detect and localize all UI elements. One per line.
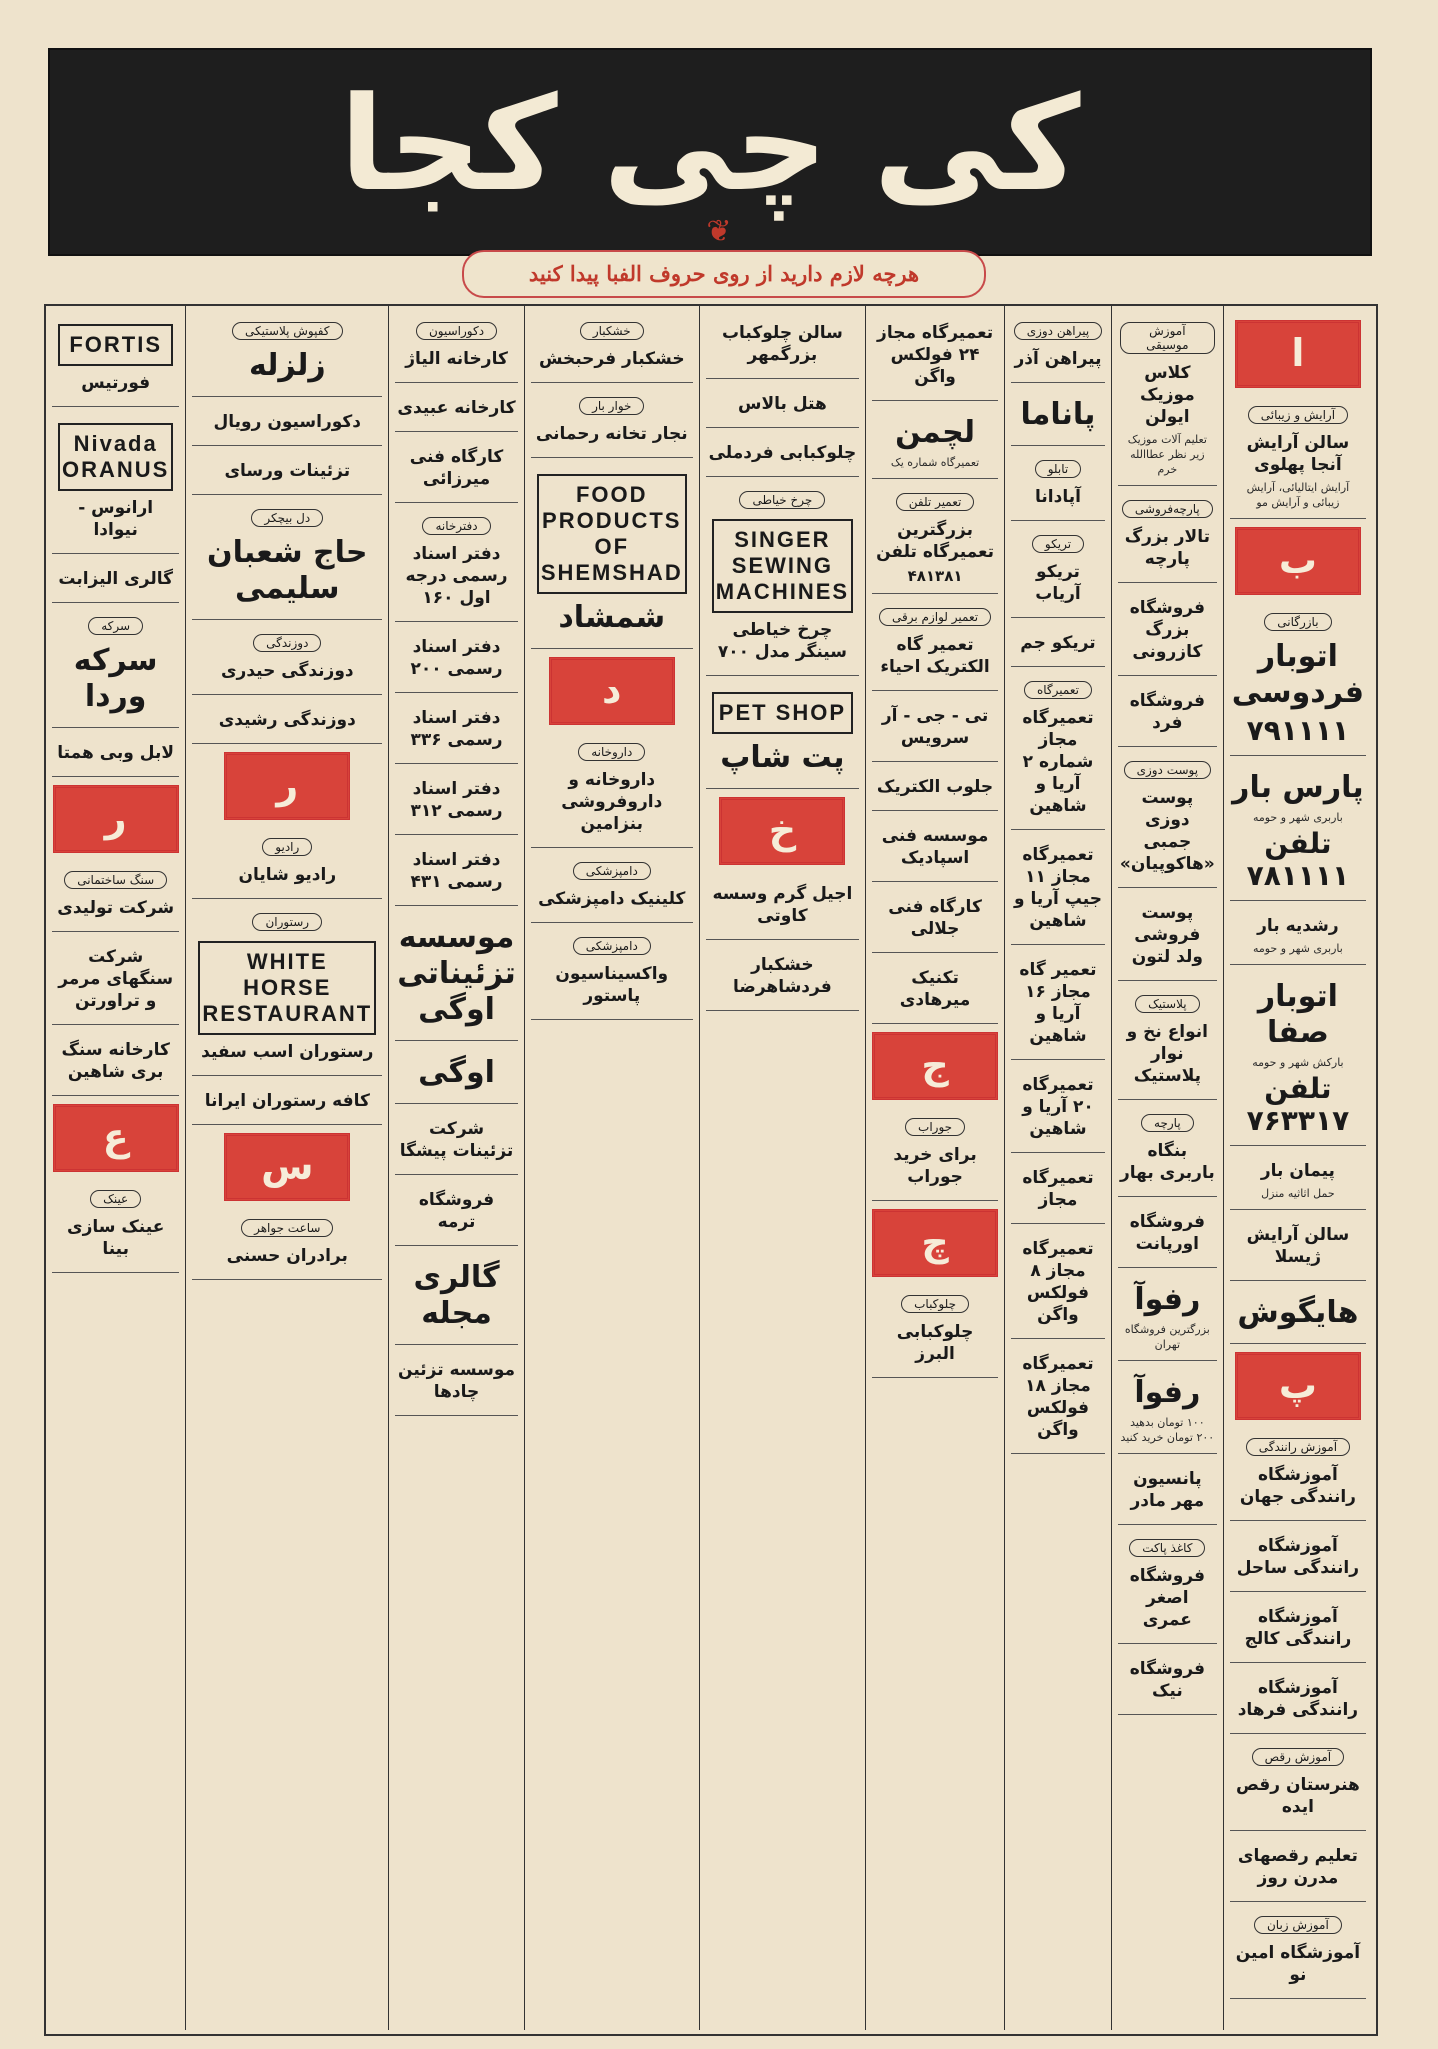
ad-title: سرکه وردا: [73, 643, 158, 714]
classified-ad: [395, 1108, 518, 1175]
ad-title: بنگاه باربری بهار: [1119, 1141, 1215, 1183]
classified-ad: [52, 312, 179, 407]
ad-title: آموزشگاه رانندگی ساحل: [1236, 1536, 1360, 1578]
ad-category-heading: تریکو: [1032, 535, 1084, 553]
alphabet-letter-tab: ب: [1235, 527, 1361, 595]
ad-title: انواع نخ و نوار پلاستیک: [1126, 1022, 1209, 1086]
ad-title: رادیو شایان: [238, 865, 337, 885]
ad-title: تعمیرگاه مجاز ۱۱ جیپ آریا و شاهین: [1013, 845, 1102, 931]
classified-ad: [395, 1349, 518, 1416]
classified-ad: [1118, 680, 1217, 747]
ad-category-heading: آموزش رقص: [1252, 1748, 1344, 1766]
ad-title: شرکت تولیدی: [57, 898, 175, 918]
classified-ad: [1118, 587, 1217, 676]
ad-title: اتوبار صفا: [1257, 979, 1338, 1050]
classified-ad: [52, 558, 179, 603]
ad-logo: [198, 941, 376, 1035]
ad-body-text: باربری شهر و حومه: [1252, 942, 1343, 955]
ad-title: دکوراسیون رویال: [213, 412, 362, 432]
ad-title: پت شاپ: [720, 740, 845, 775]
masthead-title: کی چی کجا: [339, 68, 1081, 220]
ad-title: چرخ خیاطی سینگر مدل ۷۰۰: [717, 620, 847, 662]
ad-column: [524, 306, 699, 2030]
ad-logo-text: WHITE HORSE RESTAURANT: [202, 949, 373, 1026]
classified-ad: [872, 886, 998, 953]
ad-category-heading: کفپوش پلاستیکی: [232, 322, 343, 340]
ad-title: تکنیک میرهادی: [899, 968, 971, 1010]
classified-ad: [395, 768, 518, 835]
ad-logo: [712, 519, 853, 613]
ad-category-heading: دکوراسیون: [416, 322, 497, 340]
classified-ad: [531, 462, 693, 649]
classified-ad: [1118, 1272, 1217, 1361]
alphabet-letter-tab: ج: [872, 1032, 998, 1100]
ad-title: کارخانه عبیدی: [397, 398, 516, 418]
ad-category-heading: دامپزشکی: [573, 862, 651, 880]
ad-category-heading: پارچه‌فروشی: [1122, 500, 1213, 518]
classified-ad: [706, 383, 859, 428]
ad-category-heading: دامپزشکی: [573, 937, 651, 955]
ad-body-text: بزرگترین فروشگاه تهران: [1124, 1323, 1210, 1351]
slogan-text: هرچه لازم دارید از روی حروف الفبا پیدا کنید: [528, 261, 920, 286]
classified-ad: [531, 927, 693, 1020]
ad-title: شمشاد: [558, 600, 666, 635]
ad-title: آموزشگاه امین نو: [1235, 1943, 1361, 1985]
classified-ad: [192, 828, 382, 899]
ad-title: داروخانه و داروفروشی بنزامین: [561, 770, 663, 834]
ad-title: دفتر اسناد رسمی ۳۳۶: [410, 708, 503, 750]
ad-title: نجار تخانه رحمانی: [535, 424, 688, 444]
ad-phone: ۷۹۱۱۱۱: [1246, 714, 1350, 747]
ad-category-heading: آرایش و زیبائی: [1248, 406, 1348, 424]
classified-ad: [1230, 1285, 1366, 1344]
ad-title: فروشگاه ترمه: [418, 1190, 495, 1232]
ad-logo: [712, 692, 853, 734]
ad-title: عینک سازی بینا: [67, 1217, 165, 1259]
ad-category-heading: خشکبار: [580, 322, 644, 340]
classified-ad: [52, 936, 179, 1025]
ad-title: لابل وبی همتا: [57, 743, 175, 763]
ad-title: گالری الیزابت: [58, 569, 173, 589]
ad-title: دفتر اسناد رسمی ۳۱۲: [410, 779, 503, 821]
classified-ad: [192, 624, 382, 695]
ad-column: [388, 306, 524, 2030]
ad-title: کافه رستوران ایرانا: [204, 1091, 370, 1111]
ad-phone: ۴۸۱۳۸۱: [907, 567, 963, 585]
ad-title: کلینیک دامپزشکی: [538, 889, 686, 909]
ad-title: فورتیس: [81, 373, 151, 393]
ad-category-heading: داروخانه: [578, 743, 645, 761]
alphabet-letter-tab: پ: [1235, 1352, 1361, 1420]
classified-ad: [1118, 1458, 1217, 1525]
ad-title: پوست دوزی جمبی «هاکوپیان»: [1119, 788, 1215, 874]
classified-ad: [52, 1029, 179, 1096]
classified-ad: [192, 903, 382, 1076]
ad-title: آموزشگاه رانندگی فرهاد: [1237, 1678, 1359, 1720]
classified-ad: [395, 436, 518, 503]
ad-category-heading: تعمیر تلفن: [896, 493, 975, 511]
ad-title: فروشگاه اورپانت: [1129, 1212, 1205, 1254]
ad-title: پیمان بار: [1260, 1161, 1335, 1181]
ad-column: [1111, 306, 1223, 2030]
classified-ad: [395, 387, 518, 432]
classified-ad: [395, 910, 518, 1041]
classified-ad: [1230, 1214, 1366, 1281]
ad-column: [1004, 306, 1111, 2030]
slogan-banner: [462, 250, 986, 298]
ad-body-text: آرایش ایتالیائی، آرایش زیبائی و آرایش مو: [1246, 481, 1350, 509]
classified-ad: [531, 852, 693, 923]
ad-body-text: تعمیرگاه شماره یک: [890, 456, 980, 469]
ad-title: تعمیرگاه مجاز ۱۸ فولکس واگن: [1022, 1354, 1094, 1440]
ad-title: دوزندگی رشیدی: [218, 710, 356, 730]
ad-category-heading: سنگ ساختمانی: [64, 871, 167, 889]
alphabet-letter-tab: ر: [224, 752, 350, 820]
ad-title: دوزندگی حیدری: [220, 661, 354, 681]
ad-category-heading: کاغذ پاکت: [1129, 1539, 1205, 1557]
ad-logo-text: PET SHOP: [718, 700, 847, 725]
classified-ad: [1011, 312, 1105, 383]
ad-title: آموزشگاه رانندگی کالج: [1244, 1607, 1352, 1649]
ad-title: کارگاه فنی میرزائی: [409, 447, 504, 489]
ad-title: سالن چلوکباب بزرگمهر: [721, 323, 843, 365]
classified-ad: [395, 1045, 518, 1104]
ad-title: کارخانه الیاژ: [405, 349, 508, 369]
classified-ad: [531, 312, 693, 383]
alphabet-letter-tab: خ: [719, 797, 845, 865]
ad-phone: تلفن ۷۶۳۳۱۷: [1246, 1072, 1350, 1137]
ad-category-heading: بازرگانی: [1264, 613, 1331, 631]
classified-ad: [395, 626, 518, 693]
classified-ad: [395, 1250, 518, 1345]
classified-ad: [1230, 969, 1366, 1146]
ad-logo: [58, 324, 173, 366]
classified-ad: [192, 401, 382, 446]
classified-ad: [52, 411, 179, 554]
ad-title: دفتر اسناد رسمی درجه اول ۱۶۰: [405, 544, 508, 608]
classified-ad: [1011, 622, 1105, 667]
ad-title: سالن آرایش آنجا پهلوی: [1246, 433, 1350, 475]
ad-title: فروشگاه بزرگ کازرونی: [1129, 598, 1205, 662]
ad-title: تعمیرگاه مجاز ۲۴ فولکس واگن: [877, 323, 994, 387]
alphabet-letter-tab: چ: [872, 1209, 998, 1277]
classified-ad: [395, 839, 518, 906]
ad-title: واکسیناسیون پاستور: [555, 964, 669, 1006]
classified-ad: [872, 695, 998, 762]
ad-category-heading: پارچه: [1141, 1114, 1194, 1132]
classified-ad: [872, 598, 998, 691]
ad-title: فروشگاه نیک: [1129, 1659, 1205, 1701]
ad-column: [1223, 306, 1372, 2030]
classified-ad: [1230, 905, 1366, 965]
classified-ad: [1118, 1648, 1217, 1715]
ad-title: تی - جی - آر سرویس: [881, 706, 989, 748]
ad-title: شرکت تزئینات پیشگا: [399, 1119, 514, 1161]
ad-logo-text: FORTIS: [69, 332, 162, 357]
classified-ad: [706, 481, 859, 676]
classified-ad: [1230, 760, 1366, 901]
classified-ad: [1011, 1064, 1105, 1153]
alphabet-letter-tab: س: [224, 1133, 350, 1201]
classified-ad: [1118, 1104, 1217, 1197]
ad-title: تعلیم رقصهای مدرن روز: [1237, 1846, 1358, 1888]
ad-body-text: ۱۰۰ تومان بدهید ۲۰۰ تومان خرید کنید: [1120, 1416, 1215, 1444]
ad-title: تعمیر گاه مجاز ۱۶ آریا و شاهین: [1019, 960, 1097, 1046]
classified-ad: [531, 387, 693, 458]
classified-ad: [1011, 671, 1105, 830]
ad-title: خشکبار فردشاهرضا: [733, 955, 832, 997]
classified-ad: [192, 499, 382, 620]
ad-title: تعمیرگاه مجاز شماره ۲ آریا و شاهین: [1022, 708, 1094, 816]
ad-category-heading: پیراهن دوزی: [1014, 322, 1103, 340]
ad-category-heading: دل بیچکر: [251, 509, 323, 527]
classified-ad: [395, 312, 518, 383]
ad-title: چلوکبابی البرز: [896, 1322, 974, 1364]
classified-ad: [1230, 1150, 1366, 1210]
classified-ad: [1118, 1201, 1217, 1268]
ad-body-text: باربری شهر و حومه: [1252, 811, 1343, 824]
classified-ad: [52, 732, 179, 777]
classified-ad: [872, 815, 998, 882]
classified-ad: [706, 680, 859, 789]
ad-column: [699, 306, 865, 2030]
classified-ad: [1118, 312, 1217, 486]
ad-title: فروشگاه فرد: [1129, 691, 1205, 733]
ad-title: تزئینات ورسای: [224, 461, 351, 481]
ornament-icon: ❦: [706, 214, 732, 249]
ad-title: زلزله: [248, 348, 326, 383]
classified-ad: [1118, 1365, 1217, 1454]
classified-ad: [52, 1180, 179, 1273]
ad-title: تریکو آریاب: [1035, 562, 1081, 604]
ad-title: دفتر اسناد رسمی ۲۰۰: [410, 637, 503, 679]
ad-title: گالری مجله: [413, 1260, 500, 1331]
classified-ad: [706, 873, 859, 940]
ad-category-heading: جوراب: [905, 1118, 965, 1136]
ad-title: هتل بالاس: [738, 394, 827, 414]
classified-ad: [1118, 751, 1217, 888]
ad-title: حاج شعبان سلیمی: [207, 535, 368, 606]
ad-column: [865, 306, 1004, 2030]
classified-ad: [1230, 603, 1366, 756]
ad-category-heading: عینک: [90, 1190, 141, 1208]
ad-title: کارخانه سنگ بری شاهین: [61, 1040, 170, 1082]
ad-title: آموزشگاه رانندگی جهان: [1239, 1465, 1356, 1507]
classified-ad: [872, 312, 998, 401]
ad-category-heading: رادیو: [262, 838, 312, 856]
classified-ad: [192, 1080, 382, 1125]
classified-ad: [52, 861, 179, 932]
classified-ad: [706, 944, 859, 1011]
classified-ad: [192, 450, 382, 495]
alphabet-letter-tab: ا: [1235, 320, 1361, 388]
ad-title: تعمیر گاه الکتریک احیاء: [880, 635, 990, 677]
ad-title: موسسه تزئیناتی اوگی: [397, 920, 516, 1027]
ad-phone: تلفن ۷۸۱۱۱۱: [1246, 827, 1350, 892]
ad-title: برای خرید جوراب: [893, 1145, 977, 1187]
ad-title: پاناما: [1020, 397, 1096, 432]
ad-body-text: تعلیم آلات موزیک زیر نظر عطاالله خرم: [1127, 433, 1207, 476]
ad-category-heading: چرخ خیاطی: [739, 491, 825, 509]
ad-title: سالن آرایش ژیسلا: [1246, 1225, 1350, 1267]
ad-logo: [537, 474, 687, 594]
ad-title: چلوکبابی فردملی: [708, 443, 857, 463]
classified-ad: [872, 766, 998, 811]
ad-category-heading: تعمیر لوازم برقی: [879, 608, 991, 626]
ad-category-heading: دوزندگی: [253, 634, 321, 652]
alphabet-letter-tab: د: [549, 657, 675, 725]
ad-category-heading: ساعت جواهر: [241, 1219, 333, 1237]
ad-title: پارس بار: [1232, 770, 1364, 805]
classified-ad: [1230, 1835, 1366, 1902]
classified-ad: [192, 1209, 382, 1280]
classified-ad: [192, 699, 382, 744]
ad-title: پیراهن آذر: [1014, 349, 1102, 369]
ad-title: تریکو جم: [1020, 633, 1096, 653]
classified-ad: [1011, 1343, 1105, 1454]
ad-title: هنرستان رقص ایده: [1235, 1775, 1360, 1817]
alphabet-letter-tab: ر: [53, 785, 179, 853]
classified-ad: [531, 733, 693, 848]
ad-title: تعمیرگاه مجاز: [1022, 1168, 1094, 1210]
ad-title: شرکت سنگهای مرمر و تراورتن: [58, 947, 174, 1011]
ad-title: تالار بزرگ پارچه: [1124, 527, 1210, 569]
ad-category-heading: تعمیرگاه: [1024, 681, 1092, 699]
classified-ad: [395, 507, 518, 622]
classified-ad: [1230, 1738, 1366, 1831]
ad-title: جلوب الکتریک: [876, 777, 994, 797]
classified-ad: [395, 697, 518, 764]
ad-logo-text: Nivada ORANUS: [62, 431, 170, 482]
ad-category-heading: پلاستیک: [1135, 995, 1200, 1013]
ad-column: [185, 306, 388, 2030]
classified-ad: [1230, 1596, 1366, 1663]
ad-title: برادران حسنی: [226, 1246, 348, 1266]
classified-ad: [1118, 892, 1217, 981]
ad-title: اوگی: [418, 1055, 495, 1090]
ad-title: اجیل گرم وسسه کاوتی: [712, 884, 853, 926]
ad-title: ارانوس - نیوادا: [78, 498, 154, 540]
classified-ad: [1011, 525, 1105, 618]
classified-ad: [1230, 1525, 1366, 1592]
ad-title: خشکبار فرحبخش: [538, 349, 685, 369]
ad-title: دفتر اسناد رسمی ۴۳۱: [410, 850, 503, 892]
ad-title: کلاس موزیک ایولن: [1139, 363, 1195, 427]
ad-category-heading: آموزش موسیقی: [1120, 322, 1215, 354]
ad-body-text: حمل اثاثیه منزل: [1261, 1187, 1335, 1200]
classified-ad: [52, 607, 179, 728]
classified-ad: [1118, 985, 1217, 1100]
ad-title: اتوبار فردوسی: [1231, 639, 1364, 710]
ad-category-heading: خوار بار: [579, 397, 644, 415]
classified-ad: [1011, 450, 1105, 521]
ad-category-heading: آموزش رانندگی: [1246, 1438, 1350, 1456]
classified-ad: [872, 483, 998, 594]
classified-ad: [1230, 1428, 1366, 1521]
ad-category-heading: تابلو: [1035, 460, 1082, 478]
ad-title: هایگوش: [1237, 1295, 1359, 1330]
classified-ad: [1230, 396, 1366, 519]
ad-title: آپادانا: [1035, 487, 1081, 507]
ad-title: فروشگاه اصغر عمری: [1129, 1566, 1205, 1630]
classified-ad: [1230, 1906, 1366, 1999]
ad-category-heading: دفترخانه: [422, 517, 490, 535]
ad-category-heading: سرکه: [88, 617, 143, 635]
ad-title: موسسه فنی اسپادیک: [881, 826, 989, 868]
ad-title: رستوران اسب سفید: [201, 1042, 374, 1062]
classified-ad: [395, 1179, 518, 1246]
ad-title: پوست فروشی ولد لتون: [1131, 903, 1203, 967]
ad-title: بزرگترین تعمیرگاه تلفن: [876, 520, 995, 562]
ad-title: رفوآ: [1134, 1282, 1201, 1317]
classified-ad: [1011, 1157, 1105, 1224]
ad-column: [46, 306, 185, 2030]
ad-title: رفوآ: [1134, 1375, 1201, 1410]
classified-ad: [706, 432, 859, 477]
classified-ad: [872, 1285, 998, 1378]
ad-logo-text: FOOD PRODUCTS OF SHEMSHAD: [540, 482, 683, 585]
ad-title: پانسیون مهر مادر: [1130, 1469, 1205, 1511]
ad-title: موسسه تزئین چادها: [398, 1360, 516, 1402]
classified-ad: [192, 312, 382, 397]
ad-title: کارگاه فنی جلالی: [888, 897, 982, 939]
ad-category-heading: رستوران: [252, 913, 322, 931]
classified-ad: [1011, 1228, 1105, 1339]
ad-category-heading: آموزش زبان: [1254, 1916, 1342, 1934]
ad-category-heading: پوست دوزی: [1124, 761, 1212, 779]
ad-category-heading: چلوکباب: [901, 1295, 969, 1313]
ad-title: تعمیرگاه مجاز ۸ فولکس واگن: [1022, 1239, 1094, 1325]
classified-ad: [1118, 1529, 1217, 1644]
ad-body-text: بارکش شهر و حومه: [1252, 1056, 1344, 1069]
classified-ad: [1011, 834, 1105, 945]
classified-ad: [872, 1108, 998, 1201]
classified-ad: [1118, 490, 1217, 583]
classified-ad: [1230, 1667, 1366, 1734]
classified-ad: [1011, 387, 1105, 446]
classifieds-columns: [46, 306, 1372, 2030]
classified-ad: [872, 957, 998, 1024]
ad-logo: [58, 423, 173, 491]
ad-title: لچمن: [895, 415, 976, 450]
ad-logo-text: SINGER SEWING MACHINES: [715, 527, 850, 604]
ad-title: رشدیه بار: [1257, 916, 1339, 936]
classified-ad: [706, 312, 859, 379]
ad-title: تعمیرگاه ۲۰ آریا و شاهین: [1022, 1075, 1094, 1139]
alphabet-letter-tab: ع: [53, 1104, 179, 1172]
classified-ad: [872, 405, 998, 479]
classified-ad: [1011, 949, 1105, 1060]
